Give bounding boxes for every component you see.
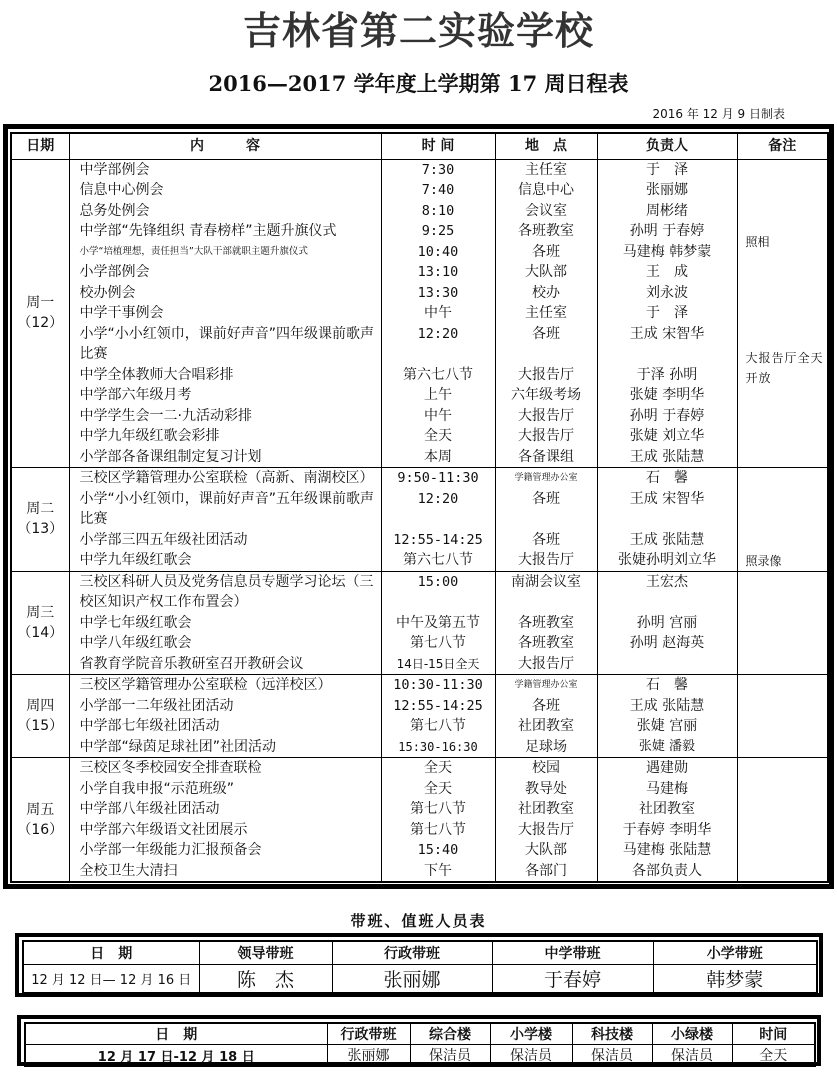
table-row: [11, 324, 828, 365]
schedule-frame: [3, 124, 834, 889]
event-person: 王宏杰: [597, 571, 737, 613]
day-label: [11, 758, 69, 883]
event-time: 13:10: [381, 262, 495, 283]
day-label: [11, 571, 69, 675]
event-person: 刘永波: [597, 283, 737, 304]
event-person: 张婕 李明华: [597, 385, 737, 406]
event-place: 主任室: [495, 303, 597, 324]
table-row: [11, 426, 828, 447]
event-place: 大队部: [495, 840, 597, 861]
event-person: 王成 宋智华: [597, 489, 737, 530]
table-row: [11, 406, 828, 427]
event-place: 各班教室: [495, 613, 597, 634]
event-content: 小学部一二年级社团活动: [69, 696, 381, 717]
duty-admin: 张丽娜: [332, 964, 492, 993]
col-header-content: 内 容: [69, 133, 381, 159]
duty-col-tech-building: 科技楼: [572, 1023, 652, 1045]
table-row: [11, 716, 828, 737]
event-place: 校办: [495, 283, 597, 304]
table-row: [11, 262, 828, 283]
event-time: 中午: [381, 303, 495, 324]
event-time: 第七八节: [381, 716, 495, 737]
table-row: [11, 447, 828, 468]
event-content: 小学部三四五年级社团活动: [69, 530, 381, 551]
table-row: [11, 489, 828, 530]
event-time: 9:25: [381, 221, 495, 242]
day-date: （12）: [17, 315, 64, 332]
event-place: 信息中心: [495, 180, 597, 201]
event-content: 三校区科研人员及党务信息员专题学习论坛（三校区知识产权工作布置会）: [69, 571, 381, 613]
event-person: 社团教室: [597, 799, 737, 820]
event-note: 照相: [737, 159, 828, 324]
event-place: 各班: [495, 530, 597, 551]
event-time: 10:30-11:30: [381, 675, 495, 696]
event-person: 孙明 于春婷: [597, 221, 737, 242]
duty-col-primary: 小学带班: [653, 941, 817, 964]
week-wednesday: [11, 571, 828, 675]
event-note: [737, 758, 828, 883]
event-person: 孙明 于春婷: [597, 406, 737, 427]
event-time: 下午: [381, 861, 495, 883]
day-name: 周一: [26, 295, 55, 312]
event-person: 王成 张陆慧: [597, 696, 737, 717]
col-header-note: 备注: [737, 133, 828, 159]
event-person: 王 成: [597, 262, 737, 283]
event-time: 第六七八节: [381, 365, 495, 386]
event-person: 于泽 孙明: [597, 365, 737, 386]
event-content: 中学部“绿茵足球社团”社团活动: [69, 737, 381, 758]
table-row: [11, 633, 828, 654]
event-time: 15:40: [381, 840, 495, 861]
week-tuesday: [11, 468, 828, 572]
event-place: 各班: [495, 489, 597, 530]
duty-col-admin: 行政带班: [332, 941, 492, 964]
event-place: 南湖会议室: [495, 571, 597, 613]
table-row: [11, 861, 828, 883]
event-person: 遇建勋: [597, 758, 737, 779]
day-date: （13）: [17, 521, 64, 538]
event-place: 主任室: [495, 159, 597, 180]
event-time: 15:30-16:30: [381, 737, 495, 758]
event-time: 8:10: [381, 201, 495, 222]
duty-leader: 陈 杰: [199, 964, 332, 993]
day-date: （16）: [17, 821, 64, 838]
col-header-date: 日期: [11, 133, 69, 159]
duty-col-middle: 中学带班: [492, 941, 653, 964]
schedule-table: [10, 132, 829, 883]
event-place: 会议室: [495, 201, 597, 222]
event-person: 孙明 宫丽: [597, 613, 737, 634]
table-row: [11, 654, 828, 675]
event-content: 中学部六年级语文社团展示: [69, 820, 381, 841]
event-content: 全校卫生大清扫: [69, 861, 381, 883]
event-place: 大报告厅: [495, 550, 597, 571]
duty-date: 12 月 12 日— 12 月 16 日: [23, 964, 199, 993]
table-row: [11, 799, 828, 820]
event-content: 总务处例会: [69, 201, 381, 222]
event-time: 9:50-11:30: [381, 468, 495, 489]
duty-middle: 于春婷: [492, 964, 653, 993]
event-person: [597, 654, 737, 675]
event-place: 教导处: [495, 779, 597, 800]
event-time: 12:20: [381, 324, 495, 365]
event-person: 张婕 刘立华: [597, 426, 737, 447]
event-time: 7:40: [381, 180, 495, 201]
day-name: 周三: [26, 604, 55, 621]
event-place: 校园: [495, 758, 597, 779]
duty-date: 12 月 17 日-12 月 18 日: [25, 1045, 327, 1067]
event-content: 小学“小小红领巾，课前好声音”四年级课前歌声比赛: [69, 324, 381, 365]
event-time: 12:55-14:25: [381, 530, 495, 551]
table-row: [11, 468, 828, 489]
event-content: 中学部例会: [69, 159, 381, 180]
event-content: 三校区冬季校园安全排查联检: [69, 758, 381, 779]
col-header-time: 时 间: [381, 133, 495, 159]
event-place: 大队部: [495, 262, 597, 283]
col-header-person: 负责人: [597, 133, 737, 159]
event-person: 张婕孙明刘立华: [597, 550, 737, 571]
duty-col-date: 日 期: [23, 941, 199, 964]
table-row: [11, 758, 828, 779]
event-content: 小学“培植理想，责任担当”大队干部就职主题升旗仪式: [69, 242, 381, 263]
day-label: [11, 159, 69, 468]
col-header-place: 地 点: [495, 133, 597, 159]
event-time: 10:40: [381, 242, 495, 263]
event-content: 中学部七年级社团活动: [69, 716, 381, 737]
event-time: 第七八节: [381, 633, 495, 654]
event-note: [737, 675, 828, 758]
event-time: 全天: [381, 758, 495, 779]
event-place: 学籍管理办公室: [495, 468, 597, 489]
event-person: 于 泽: [597, 159, 737, 180]
table-row: [11, 737, 828, 758]
event-person: 于春婷 李明华: [597, 820, 737, 841]
event-place: 各班教室: [495, 221, 597, 242]
event-note: 大报告厅全天开放: [737, 324, 828, 468]
duty-col-complex-building: 综合楼: [410, 1023, 490, 1045]
event-place: 各班: [495, 242, 597, 263]
event-person: 石 馨: [597, 468, 737, 489]
event-note: 照录像: [737, 468, 828, 572]
event-place: 大报告厅: [495, 365, 597, 386]
event-time: 第七八节: [381, 799, 495, 820]
event-person: 马建梅 张陆慧: [597, 840, 737, 861]
table-row: [11, 180, 828, 201]
event-place: 六年级考场: [495, 385, 597, 406]
event-person: 各部负责人: [597, 861, 737, 883]
table-row: [11, 696, 828, 717]
event-time: 上午: [381, 385, 495, 406]
table-row: [11, 840, 828, 861]
event-time: 中午: [381, 406, 495, 427]
week-monday: [11, 159, 828, 468]
event-note: [737, 571, 828, 675]
duty-row: [25, 1045, 815, 1067]
duty-green-building: 保洁员: [652, 1045, 732, 1067]
duty-header-row: [23, 941, 817, 964]
event-place: 大报告厅: [495, 406, 597, 427]
event-person: 王成 张陆慧: [597, 530, 737, 551]
event-person: 于 泽: [597, 303, 737, 324]
event-time: 14日-15日全天: [381, 654, 495, 675]
event-content: 省教育学院音乐教研室召开教研会议: [69, 654, 381, 675]
event-time: 第七八节: [381, 820, 495, 841]
event-content: 中学全体教师大合唱彩排: [69, 365, 381, 386]
event-content: 三校区学籍管理办公室联检（高新、南湖校区）: [69, 468, 381, 489]
duty-col-green-building: 小绿楼: [652, 1023, 732, 1045]
schedule-header-row: [11, 133, 828, 159]
table-row: [11, 613, 828, 634]
day-date: （14）: [17, 624, 64, 641]
duty-table-weekday: [22, 940, 818, 994]
event-place: 各备课组: [495, 447, 597, 468]
event-person: 张婕 潘毅: [597, 737, 737, 758]
event-time: 全天: [381, 426, 495, 447]
event-person: 马建梅: [597, 779, 737, 800]
event-content: 中学八年级红歌会: [69, 633, 381, 654]
event-time: 13:30: [381, 283, 495, 304]
table-row: [11, 242, 828, 263]
event-content: 中学九年级红歌会: [69, 550, 381, 571]
event-place: 学籍管理办公室: [495, 675, 597, 696]
event-content: 小学部各备课组制定复习计划: [69, 447, 381, 468]
event-place: 各班教室: [495, 633, 597, 654]
event-time: 7:30: [381, 159, 495, 180]
event-person: 张婕 宫丽: [597, 716, 737, 737]
table-row: [11, 571, 828, 613]
table-row: [11, 675, 828, 696]
duty-tech-building: 保洁员: [572, 1045, 652, 1067]
event-content: 中学七年级红歌会: [69, 613, 381, 634]
table-row: [11, 159, 828, 180]
event-place: 大报告厅: [495, 820, 597, 841]
event-content: 小学部一年级能力汇报预备会: [69, 840, 381, 861]
day-label: [11, 675, 69, 758]
duty-title: 带班、值班人员表: [350, 912, 487, 930]
duty-primary: 韩梦蒙: [653, 964, 817, 993]
event-content: 中学部六年级月考: [69, 385, 381, 406]
event-place: 各部门: [495, 861, 597, 883]
table-row: [11, 201, 828, 222]
duty-row: [23, 964, 817, 993]
event-content: 中学干事例会: [69, 303, 381, 324]
event-time: 本周: [381, 447, 495, 468]
duty-col-primary-building: 小学楼: [490, 1023, 572, 1045]
event-place: 社团教室: [495, 799, 597, 820]
table-row: [11, 303, 828, 324]
duty-frame-weekend: [17, 1015, 821, 1066]
event-time: 全天: [381, 779, 495, 800]
duty-primary-building: 保洁员: [490, 1045, 572, 1067]
table-row: [11, 365, 828, 386]
event-person: 张丽娜: [597, 180, 737, 201]
table-row: [11, 385, 828, 406]
event-person: 王成 张陆慧: [597, 447, 737, 468]
duty-frame-weekday: [15, 933, 823, 997]
event-place: 足球场: [495, 737, 597, 758]
made-date: 2016 年 12 月 9 日制表: [652, 107, 785, 121]
week-thursday: [11, 675, 828, 758]
event-person: 马建梅 韩梦蒙: [597, 242, 737, 263]
event-content: 信息中心例会: [69, 180, 381, 201]
event-person: 王成 宋智华: [597, 324, 737, 365]
event-place: 各班: [495, 696, 597, 717]
event-time: 第六七八节: [381, 550, 495, 571]
table-row: [11, 221, 828, 242]
day-name: 周四: [26, 698, 55, 714]
event-content: 中学学生会一二·九活动彩排: [69, 406, 381, 427]
duty-complex-building: 保洁员: [410, 1045, 490, 1067]
duty-col-leader: 领导带班: [199, 941, 332, 964]
event-time: 中午及第五节: [381, 613, 495, 634]
event-person: 石 馨: [597, 675, 737, 696]
event-content: 小学自我申报“示范班级”: [69, 779, 381, 800]
duty-header-row: [25, 1023, 815, 1045]
school-name: 吉林省第二实验学校: [242, 9, 594, 53]
table-row: [11, 530, 828, 551]
event-time: 15:00: [381, 571, 495, 613]
table-row: [11, 820, 828, 841]
event-time: 12:55-14:25: [381, 696, 495, 717]
schedule-title: 2016—2017 学年度上学期第 17 周日程表: [208, 71, 629, 96]
event-content: 中学九年级红歌会彩排: [69, 426, 381, 447]
event-place: 各班: [495, 324, 597, 365]
day-name: 周二: [26, 501, 55, 518]
event-place: 社团教室: [495, 716, 597, 737]
event-person: 孙明 赵海英: [597, 633, 737, 654]
table-row: [11, 779, 828, 800]
event-person: 周彬绪: [597, 201, 737, 222]
duty-col-date: 日 期: [25, 1023, 327, 1045]
duty-table-weekend: [24, 1022, 816, 1067]
event-time: 12:20: [381, 489, 495, 530]
event-content: 校办例会: [69, 283, 381, 304]
event-place: 大报告厅: [495, 654, 597, 675]
table-row: [11, 550, 828, 571]
day-label: [11, 468, 69, 572]
table-row: [11, 283, 828, 304]
duty-time: 全天: [732, 1045, 815, 1067]
event-place: 大报告厅: [495, 426, 597, 447]
week-friday: [11, 758, 828, 883]
day-date: （15）: [17, 718, 64, 734]
event-content: 中学部八年级社团活动: [69, 799, 381, 820]
event-content: 中学部“先锋组织 青春榜样”主题升旗仪式: [69, 221, 381, 242]
event-content: 小学“小小红领巾，课前好声音”五年级课前歌声比赛: [69, 489, 381, 530]
duty-col-time: 时间: [732, 1023, 815, 1045]
day-name: 周五: [26, 801, 55, 818]
event-content: 小学部例会: [69, 262, 381, 283]
duty-admin: 张丽娜: [327, 1045, 410, 1067]
event-content: 三校区学籍管理办公室联检（远洋校区）: [69, 675, 381, 696]
duty-col-admin: 行政带班: [327, 1023, 410, 1045]
